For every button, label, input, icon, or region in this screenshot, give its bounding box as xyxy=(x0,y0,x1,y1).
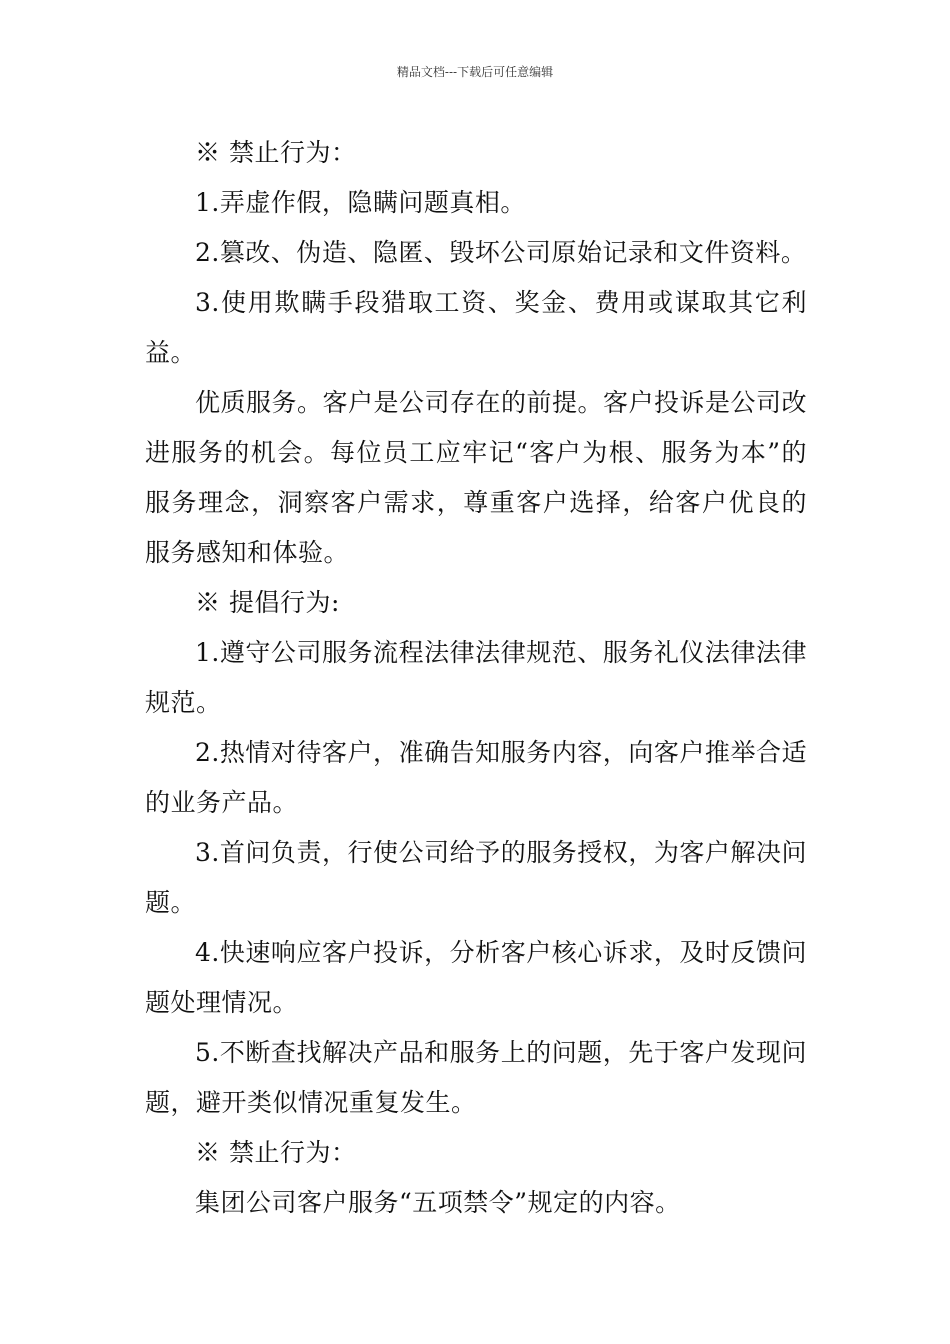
list-item: 4.快速响应客户投诉，分析客户核心诉求，及时反馈问题处理情况。 xyxy=(145,938,807,1017)
section-heading-prohibited: ※ 禁止行为： xyxy=(195,1138,357,1167)
list-item: 1.遵守公司服务流程法律法律规范、服务礼仪法律法律规范。 xyxy=(145,638,807,717)
body-paragraph: 优质服务。客户是公司存在的前提。客户投诉是公司改进服务的机会。每位员工应牢记“客户为根、服务为本”的服务理念，洞察客户需求，尊重客户选择，给客户优良的服务感知和体验。 xyxy=(145,388,808,567)
list-item: 3.使用欺瞒手段猎取工资、奖金、费用或谋取其它利益。 xyxy=(145,288,807,367)
section-heading-encouraged: ※ 提倡行为: xyxy=(195,588,340,617)
document-body xyxy=(145,128,807,1228)
list-item: 2.篡改、伪造、隐匿、毁坏公司原始记录和文件资料。 xyxy=(195,238,807,267)
list-item: 2.热情对待客户，准确告知服务内容，向客户推举合适的业务产品。 xyxy=(145,738,807,817)
body-paragraph: 集团公司客户服务“五项禁令”规定的内容。 xyxy=(195,1188,681,1217)
list-item: 5.不断查找解决产品和服务上的问题，先于客户发现问题，避开类似情况重复发生。 xyxy=(145,1038,807,1117)
list-item: 3.首问负责，行使公司给予的服务授权，为客户解决问题。 xyxy=(145,838,807,917)
page-header: 精品文档---下载后可任意编辑 xyxy=(396,65,554,79)
section-heading-prohibited: ※ 禁止行为： xyxy=(195,138,357,167)
list-item: 1.弄虚作假，隐瞒问题真相。 xyxy=(195,188,526,217)
